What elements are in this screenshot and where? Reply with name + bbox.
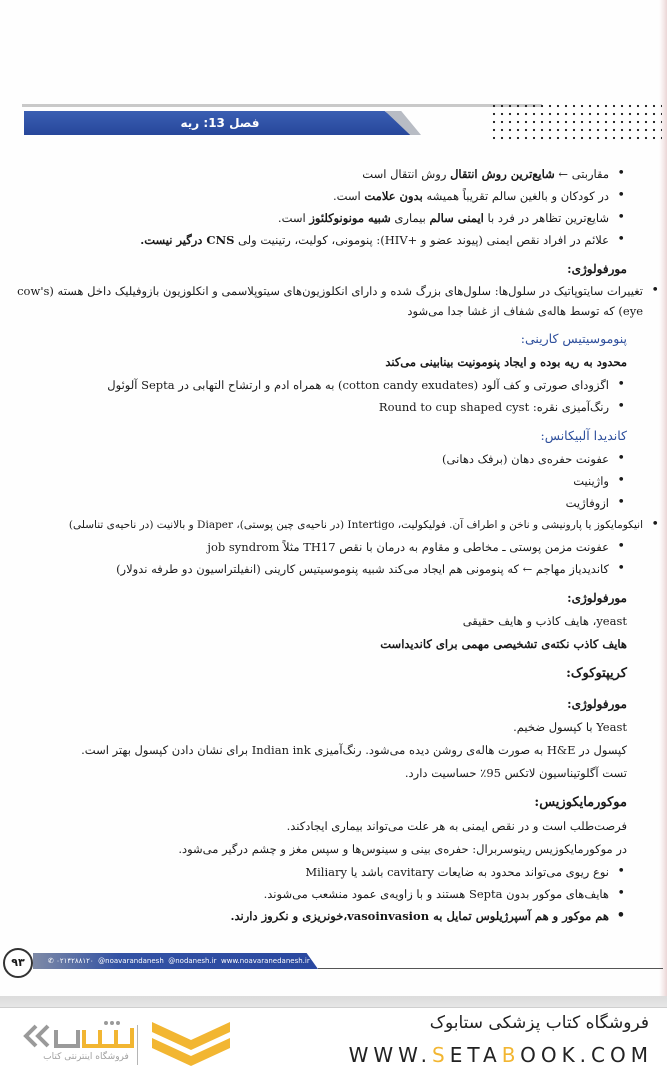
morphology-line: هایف کاذب نکته‌ی تشخیصی مهمی برای کاندیداست: [380, 637, 627, 651]
list-item: • هم موکور و هم آسپرژیلوس تمایل به vasoinvasion،خونریزی و نکروز دارند.: [7, 905, 627, 927]
telegram-handle: @nodanesh.ir: [168, 957, 217, 965]
section-heading-morphology: مورفولوژی:: [567, 697, 627, 711]
list-item: • عفونت حفره‌ی دهان (برفک دهانی): [7, 448, 627, 470]
morphology-line: کپسول در H&E به صورت هاله‌ی روشن دیده می‌شود. رنگ‌آمیزی Indian ink برای نشان دادن کپسول بهتر است.: [81, 743, 627, 757]
list-item: • اگزودای صورتی و کف آلود (cotton candy exudates) به همراه ادم و ارتشاح التهابی در Septa آلوئول: [7, 374, 627, 396]
morphology-line: yeast، هایف کاذب و هایف حقیقی: [462, 614, 627, 628]
dot-pattern-decoration: [490, 102, 662, 140]
page-number: ۹۳: [3, 948, 33, 978]
header-rule: [22, 104, 542, 107]
page-edge-shadow: [659, 0, 667, 1000]
morphology-line: تست آگلوتیناسیون لاتکس 95٪ حساسیت دارد.: [404, 766, 627, 780]
page-bottom-shadow: [0, 996, 667, 1008]
section-heading-candida: کاندیدا آلبیکانس:: [540, 428, 627, 443]
list-item: • کاندیدیاز مهاجم ← که پنومونی هم ایجاد می‌کند شبیه پنوموسیتیس کارینی (انفیلتراسیون دو طرفه ندولار): [7, 558, 627, 580]
phone-number: ✆ ۰۲۱۴۲۸۸۱۲۰: [48, 957, 94, 965]
page-content: [7, 163, 643, 927]
pneumocystis-list: [7, 374, 627, 418]
list-item: • شایع‌ترین تظاهر در فرد با ایمنی سالم بیماری شبیه مونونوکلئوز است.: [7, 207, 627, 229]
mucor-list: [7, 861, 627, 927]
shop-url[interactable]: WWW.SETABOOK.COM: [348, 1043, 653, 1067]
chapter-title: فصل 13: ریه: [180, 116, 260, 130]
intro-list: [7, 163, 627, 251]
list-item: • ازوفاژیت: [7, 492, 627, 514]
candida-list: [7, 448, 643, 580]
list-item: • تغییرات سایتوپاتیک در سلول‌ها: سلول‌های بزرگ شده و دارای انکلوزیون‌های سیتوپلاسمی و انکلوزیون بازوفیلیک داخل هسته (cow's eye) که توسط هاله‌ی شفاف از غشا جدا می‌شود: [7, 281, 661, 321]
shop-title: فروشگاه کتاب پزشکی ستابوک: [429, 1013, 649, 1033]
instagram-handle: @noavarandanesh: [98, 957, 164, 965]
logo-chevron-icon: [152, 1022, 230, 1066]
list-item: • در کودکان و بالغین سالم تقریباً همیشه بدون علامت است.: [7, 185, 627, 207]
website-link[interactable]: www.noavaranedanesh.ir: [221, 957, 310, 965]
list-item: • هایف‌های موکور بدون Septa هستند و با زاویه‌ی عمود منشعب می‌شوند.: [7, 883, 627, 905]
list-item: • مقاربتی ← شایع‌ترین روش انتقال روش انتقال است: [7, 163, 627, 185]
list-item: • واژینیت: [7, 470, 627, 492]
morphology-list: [7, 281, 643, 321]
section-heading-cryptococcus: کریپتوکوک:: [566, 666, 627, 681]
section-heading-morphology: مورفولوژی:: [567, 591, 627, 605]
list-item: • عفونت مزمن پوستی ـ مخاطی و مقاوم به درمان با نقص TH17 مثلاً job syndrom: [7, 536, 627, 558]
list-item: • انیکومایکوز یا پارونیشی و ناخن و اطراف آن. فولیکولیت، Intertigo (در ناحیه‌ی چین پوستی)، Diaper و بالانیت (در ناحیه‌ی تناسلی): [7, 514, 661, 536]
logo-subtitle: فروشگاه اینترنتی کتاب: [43, 1052, 129, 1062]
footer-contacts: [48, 953, 318, 969]
list-item: • علائم در افراد نقص ایمنی (پیوند عضو و +HIV): پنومونی، کولیت، رتینیت ولی CNS درگیر نیست.: [7, 229, 627, 251]
mucor-line: فرصت‌طلب است و در نقص ایمنی به هر علت می‌تواند بیماری ایجادکند.: [286, 819, 627, 833]
section-heading-pneumocystis: پنوموسیتیس کارینی:: [520, 331, 627, 346]
mucor-line: در موکورمایکوزیس رینوسربرال: حفره‌ی بینی و سینوس‌ها و سپس مغز و چشم درگیر می‌شود.: [178, 842, 627, 856]
setabook-logo-icon: [22, 1020, 134, 1052]
list-item: • رنگ‌آمیزی نقره: Round to cup shaped cyst: [7, 396, 627, 418]
footer-rule: [318, 968, 663, 969]
morphology-line: Yeast با کپسول ضخیم.: [513, 720, 627, 734]
section-heading-mucormycosis: موکورمایکوزیس:: [534, 795, 627, 810]
logo-separator: [137, 1025, 138, 1065]
list-item: • نوع ریوی می‌تواند محدود به ضایعات cavitary باشد یا Miliary: [7, 861, 627, 883]
section-heading-morphology: مورفولوژی:: [567, 262, 627, 276]
pneumocystis-lead: محدود به ریه بوده و ایجاد پنومونیت بینابینی می‌کند: [385, 355, 627, 369]
